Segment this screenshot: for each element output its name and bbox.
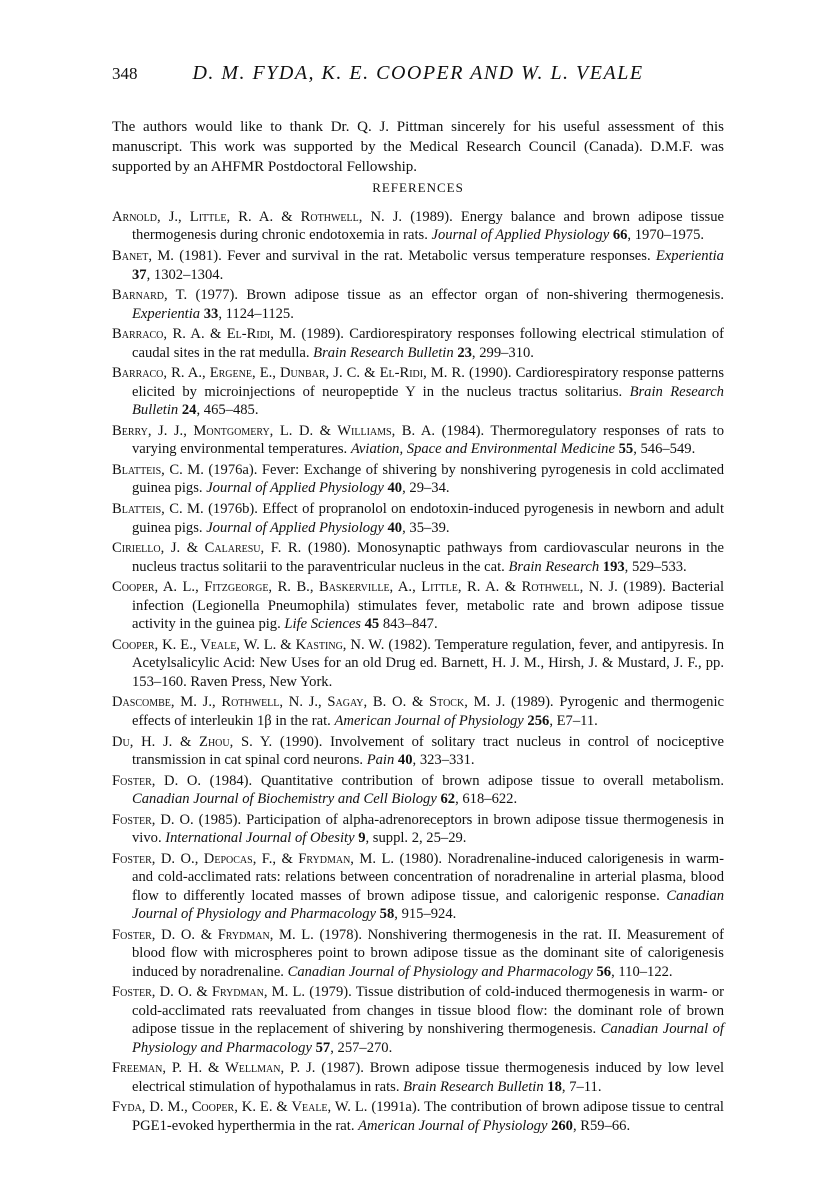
reference-entry — [112, 325, 724, 362]
reference-entry — [112, 926, 724, 981]
reference-pages: , suppl. 2, 25–29. — [365, 830, 467, 847]
reference-pages: , 299–310. — [471, 344, 534, 361]
reference-volume: 18 — [543, 1078, 562, 1095]
reference-entry — [112, 500, 724, 537]
reference-year: (1979). — [305, 984, 356, 1001]
reference-title: Brown adipose tissue thermogenesis induced by low level electrical stimulation of hypothalamus in rats. — [132, 1060, 725, 1095]
reference-journal: Journal of Applied Physiology — [431, 227, 610, 244]
reference-entry — [112, 733, 724, 770]
reference-entry — [112, 772, 724, 809]
reference-title: Monosynaptic pathways from cardiovascular neurons in the nucleus tractus solitarii to the paraventricular nucleus in the cat. — [132, 540, 724, 575]
reference-entry — [112, 247, 724, 284]
reference-pages: , 1124–1125. — [218, 305, 294, 322]
reference-authors: Arnold, J., Little, R. A. & Rothwell, N. J. — [112, 209, 403, 225]
reference-authors: Foster, D. O. — [112, 811, 194, 828]
reference-entry — [112, 578, 724, 633]
reference-pages: , 29–34. — [402, 480, 450, 497]
reference-journal: Canadian Journal of Physiology and Pharmacology — [132, 1021, 724, 1056]
reference-pages: , R59–66. — [572, 1117, 631, 1134]
reference-title: Participation of alpha-adrenoreceptors in brown adipose tissue thermogenesis in vivo. — [132, 811, 724, 847]
reference-volume: 56 — [592, 963, 612, 980]
reference-year: (1989). — [402, 209, 461, 225]
reference-authors: Cooper, A. L., Fitzgeorge, R. B., Baskerville, A., Little, R. A. & Rothwell, N. J. — [112, 579, 618, 596]
reference-journal: Brain Research — [508, 558, 600, 575]
reference-year: (1982). — [384, 636, 435, 653]
reference-title: The contribution of brown adipose tissue to central PGE1-evoked hyperthermia in the rat. — [132, 1099, 724, 1134]
reference-year: (1984). — [435, 422, 491, 439]
reference-year: (1976a). — [203, 462, 262, 479]
reference-authors: Foster, D. O. — [112, 772, 202, 789]
reference-authors: Du, H. J. & Zhou, S. Y. — [112, 733, 273, 750]
reference-entry — [112, 539, 724, 576]
reference-entry — [112, 983, 724, 1057]
reference-entry — [112, 636, 724, 691]
reference-pages: , 529–533. — [624, 558, 687, 575]
reference-title: Bacterial infection (Legionella Pneumophila) stimulates fever, metabolic rate and brown adipose tissue activity in the guinea pig. — [132, 579, 724, 633]
reference-year: (1980). — [394, 850, 448, 867]
reference-volume: 40 — [383, 480, 403, 497]
reference-authors: Barnard, T. — [112, 287, 188, 304]
reference-volume: 37 — [132, 266, 147, 283]
reference-journal: Journal of Applied Physiology — [206, 519, 384, 536]
reference-volume: 57 — [311, 1039, 331, 1056]
reference-journal: International Journal of Obesity — [165, 830, 355, 847]
reference-title: Fever: Exchange of shivering by nonshivering pyrogenesis in cold acclimated guinea pigs. — [132, 462, 724, 497]
reference-year: (1991a). — [367, 1099, 425, 1116]
reference-entry — [112, 1059, 724, 1096]
reference-year: (1987). — [315, 1060, 370, 1077]
reference-pages: , 618–622. — [455, 791, 518, 808]
reference-pages: , 1302–1304. — [146, 266, 224, 283]
reference-authors: Foster, D. O. & Frydman, M. L. — [112, 926, 314, 943]
reference-authors: Blatteis, C. M. — [112, 501, 204, 518]
reference-title: Nonshivering thermogenesis in the rat. II. Measurement of blood flow with microspheres point to brown adipose tissue as the dominant site of calorigenesis induced by noradrenaline. — [132, 926, 724, 980]
reference-year: (1989). — [505, 694, 560, 711]
reference-year: (1978). — [313, 926, 368, 943]
reference-entry — [112, 364, 724, 419]
reference-title: Involvement of solitary tract nucleus in control of nociceptive transmission in cat spinal cord neurons. — [132, 733, 724, 768]
reference-pages: , 323–331. — [412, 751, 475, 768]
page-number: 348 — [112, 64, 138, 83]
reference-year: (1990). — [272, 733, 331, 750]
reference-title: Brown adipose tissue as an effector organ of non-shivering thermogenesis. — [246, 287, 725, 304]
reference-entry — [112, 1098, 724, 1135]
reference-pages: , 110–122. — [611, 963, 673, 980]
reference-pages: , 1970–1975. — [627, 227, 705, 244]
reference-volume: 58 — [376, 906, 395, 923]
reference-pages: , 915–924. — [394, 906, 457, 923]
reference-volume: 24 — [178, 402, 197, 419]
reference-volume: 66 — [609, 227, 628, 244]
reference-title: Pyrogenic and thermogenic effects of interleukin 1β in the rat. — [132, 694, 724, 729]
reference-journal: American Journal of Physiology — [334, 712, 524, 729]
references-heading: REFERENCES — [372, 180, 464, 195]
reference-authors: Barraco, R. A. & El-Ridi, M. — [112, 326, 296, 343]
reference-authors: Blatteis, C. M. — [112, 462, 204, 479]
reference-year: (1976b). — [203, 501, 263, 518]
reference-authors: Dascombe, M. J., Rothwell, N. J., Sagay, B. O. & Stock, M. J. — [112, 694, 506, 711]
reference-pages: , 465–485. — [196, 402, 259, 419]
reference-year: (1985). — [193, 811, 247, 828]
reference-pages: , 257–270. — [330, 1039, 393, 1056]
reference-title: Cardiorespiratory responses following electrical stimulation of caudal sites in the rat medulla. — [132, 326, 725, 361]
reference-journal: Canadian Journal of Biochemistry and Cell Biology — [132, 791, 437, 808]
reference-journal: American Journal of Physiology — [358, 1117, 548, 1134]
reference-pages: , 7–11. — [561, 1078, 602, 1095]
reference-entry — [112, 693, 724, 730]
reference-journal: Brain Research Bulletin — [132, 383, 724, 419]
reference-journal: Life Sciences — [284, 616, 361, 633]
reference-year: (1989). — [617, 579, 672, 596]
reference-volume: 9 — [354, 830, 366, 847]
reference-year: (1990). — [464, 365, 516, 382]
reference-authors: Foster, D. O., Depocas, F., & Frydman, M. L. — [112, 850, 395, 867]
reference-entry — [112, 461, 724, 498]
acknowledgement-paragraph: The authors would like to thank Dr. Q. J. Pittman sincerely for his useful assessment of this manuscript. This work was supported by the Medical Research Council (Canada). D.M.F. was supported by an AHFMR Postdoctoral Fellowship. — [112, 119, 724, 175]
reference-title: Tissue distribution of cold-induced thermogenesis in warm- or cold-acclimated rats reevaluated from changes in tissue blood flow: the dominant role of brown adipose tissue in the replacement of shivering by nonshivering thermogenesis. — [132, 984, 724, 1038]
reference-volume: 40 — [394, 751, 413, 768]
reference-title: Energy balance and brown adipose tissue thermogenesis during chronic endotoxemia in rats. — [132, 209, 724, 244]
reference-entry — [112, 850, 724, 924]
reference-title: Noradrenaline-induced calorigenesis in warm- and cold-acclimated rats: relations between concentration of noradrenaline in arterial plasma, blood flow to differently located masses of brown adipose tissue, and calorigenic response. — [132, 850, 725, 904]
reference-title: Effect of propranolol on endotoxin-induced pyrogenesis in newborn and adult guinea pigs. — [132, 501, 725, 536]
reference-volume: 55 — [614, 441, 634, 458]
reference-journal: Journal of Applied Physiology — [206, 480, 384, 497]
reference-authors: Cooper, K. E., Veale, W. L. & Kasting, N. W. — [112, 636, 385, 653]
reference-year: (1980). — [301, 540, 358, 557]
reference-year: (1977). — [187, 287, 247, 304]
reference-volume: 40 — [383, 519, 403, 536]
reference-entry — [112, 286, 724, 323]
reference-journal: Experientia — [132, 305, 201, 322]
running-head: D. M. FYDA, K. E. COOPER AND W. L. VEALE — [192, 62, 644, 84]
reference-authors: Foster, D. O. & Frydman, M. L. — [112, 984, 306, 1001]
reference-volume: 256 — [523, 712, 550, 729]
reference-entry — [112, 208, 724, 245]
reference-title: Thermoregulatory responses of rats to varying environmental temperatures. — [132, 422, 724, 458]
reference-volume: 62 — [436, 791, 456, 808]
reference-journal: Brain Research Bulletin — [403, 1078, 544, 1095]
reference-authors: Banet, M. — [112, 248, 174, 265]
reference-entry — [112, 811, 724, 848]
reference-journal: Brain Research Bulletin — [313, 344, 454, 361]
reference-volume: 45 — [360, 616, 380, 633]
reference-title: Quantitative contribution of brown adipose tissue to overall metabolism. — [260, 772, 725, 789]
reference-volume: 260 — [547, 1117, 573, 1134]
page-header — [112, 64, 724, 88]
reference-journal: Aviation, Space and Environmental Medicine — [350, 441, 615, 458]
reference-year: (1981). — [173, 248, 228, 265]
reference-year: (1984). — [201, 772, 261, 789]
reference-volume: 33 — [200, 305, 219, 322]
reference-journal: Canadian Journal of Physiology and Pharmacology — [287, 963, 593, 980]
reference-authors: Ciriello, J. & Calaresu, F. R. — [112, 540, 302, 557]
reference-entry — [112, 422, 724, 459]
reference-authors: Berry, J. J., Montgomery, L. D. & Williams, B. A. — [112, 422, 436, 439]
reference-authors: Barraco, R. A., Ergene, E., Dunbar, J. C. & El-Ridi, M. R. — [112, 365, 465, 382]
reference-pages: 843–847. — [379, 616, 438, 633]
reference-title: Fever and survival in the rat. Metabolic versus temperature responses. — [227, 248, 656, 265]
reference-year: (1989). — [295, 326, 350, 343]
reference-volume: 23 — [453, 344, 472, 361]
reference-volume: 193 — [599, 558, 625, 575]
reference-journal: Experientia — [655, 248, 724, 265]
reference-authors: Freeman, P. H. & Wellman, P. J. — [112, 1060, 316, 1077]
reference-pages: , E7–11. — [549, 712, 598, 729]
reference-journal: Pain — [366, 751, 395, 768]
reference-title: Cardiorespiratory response patterns elicited by microinjections of neuropeptide Y in the nucleus tractus solitarius. — [132, 365, 725, 400]
reference-pages: , 546–549. — [633, 441, 696, 458]
reference-list — [112, 208, 724, 1137]
reference-authors: Fyda, D. M., Cooper, K. E. & Veale, W. L. — [112, 1099, 368, 1116]
reference-pages: , 35–39. — [402, 519, 450, 536]
reference-title: Temperature regulation, fever, and antipyresis. In Acetylsalicylic Acid: New Uses for an old Drug ed. Barnett, H. J. M., Hirsh, J. & Mustard, J. F., pp. 153–160. Raven Press, New York. — [132, 636, 724, 690]
reference-journal: Canadian Journal of Physiology and Pharmacology — [132, 887, 724, 923]
